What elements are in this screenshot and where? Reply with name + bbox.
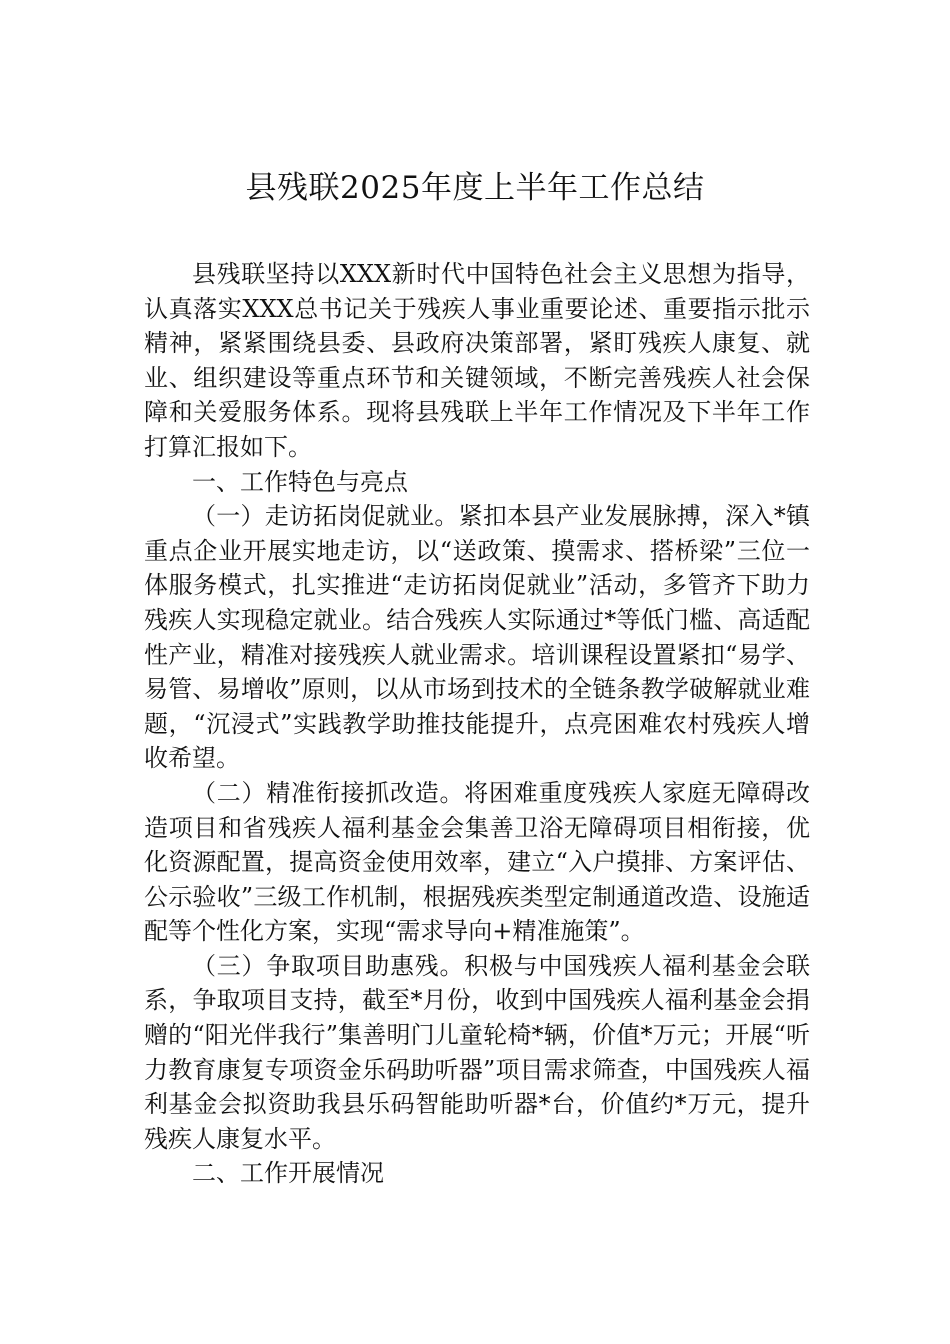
document-body: [144, 257, 810, 1191]
intro-paragraph: 县残联坚持以XXX新时代中国特色社会主义思想为指导，认真落实XXX总书记关于残疾人事业重要论述、重要指示批示精神，紧紧围绕县委、县政府决策部署，紧盯残疾人康复、就业、组织建设等重点环节和关键领域，不断完善残疾人社会保障和关爱服务体系。现将县残联上半年工作情况及下半年工作打算汇报如下。: [144, 260, 810, 461]
subsection-paragraph-1: （一）走访拓岗促就业。紧扣本县产业发展脉搏，深入*镇重点企业开展实地走访，以“送政策、摸需求、搭桥梁”三位一体服务模式，扎实推进“走访拓岗促就业”活动，多管齐下助力残疾人实现稳定就业。结合残疾人实际通过*等低门槛、高适配性产业，精准对接残疾人就业需求。培训课程设置紧扣“易学、易管、易增收”原则，以从市场到技术的全链条教学破解就业难题，“沉浸式”实践教学助推技能提升，点亮困难农村残疾人增收希望。: [144, 502, 810, 773]
document-title: 县残联2025年度上半年工作总结: [245, 170, 705, 206]
subsection-paragraph-3: （三）争取项目助惠残。积极与中国残疾人福利基金会联系，争取项目支持，截至*月份，收到中国残疾人福利基金会捐赠的“阳光伴我行”集善明门儿童轮椅*辆，价值*万元；开展“听力教育康复专项资金乐码助听器”项目需求筛查，中国残疾人福利基金会拟资助我县乐码智能助听器*台，价值约*万元，提升残疾人康复水平。: [144, 951, 810, 1153]
section-heading-2: 二、工作开展情况: [192, 1159, 384, 1188]
section-heading-1: 一、工作特色与亮点: [192, 467, 408, 496]
subsection-paragraph-2: （二）精准衔接抓改造。将困难重度残疾人家庭无障碍改造项目和省残疾人福利基金会集善卫浴无障碍项目相衔接，优化资源配置，提高资金使用效率，建立“入户摸排、方案评估、公示验收”三级工作机制，根据残疾类型定制通道改造、设施适配等个性化方案，实现“需求导向+精准施策”。: [144, 778, 810, 946]
